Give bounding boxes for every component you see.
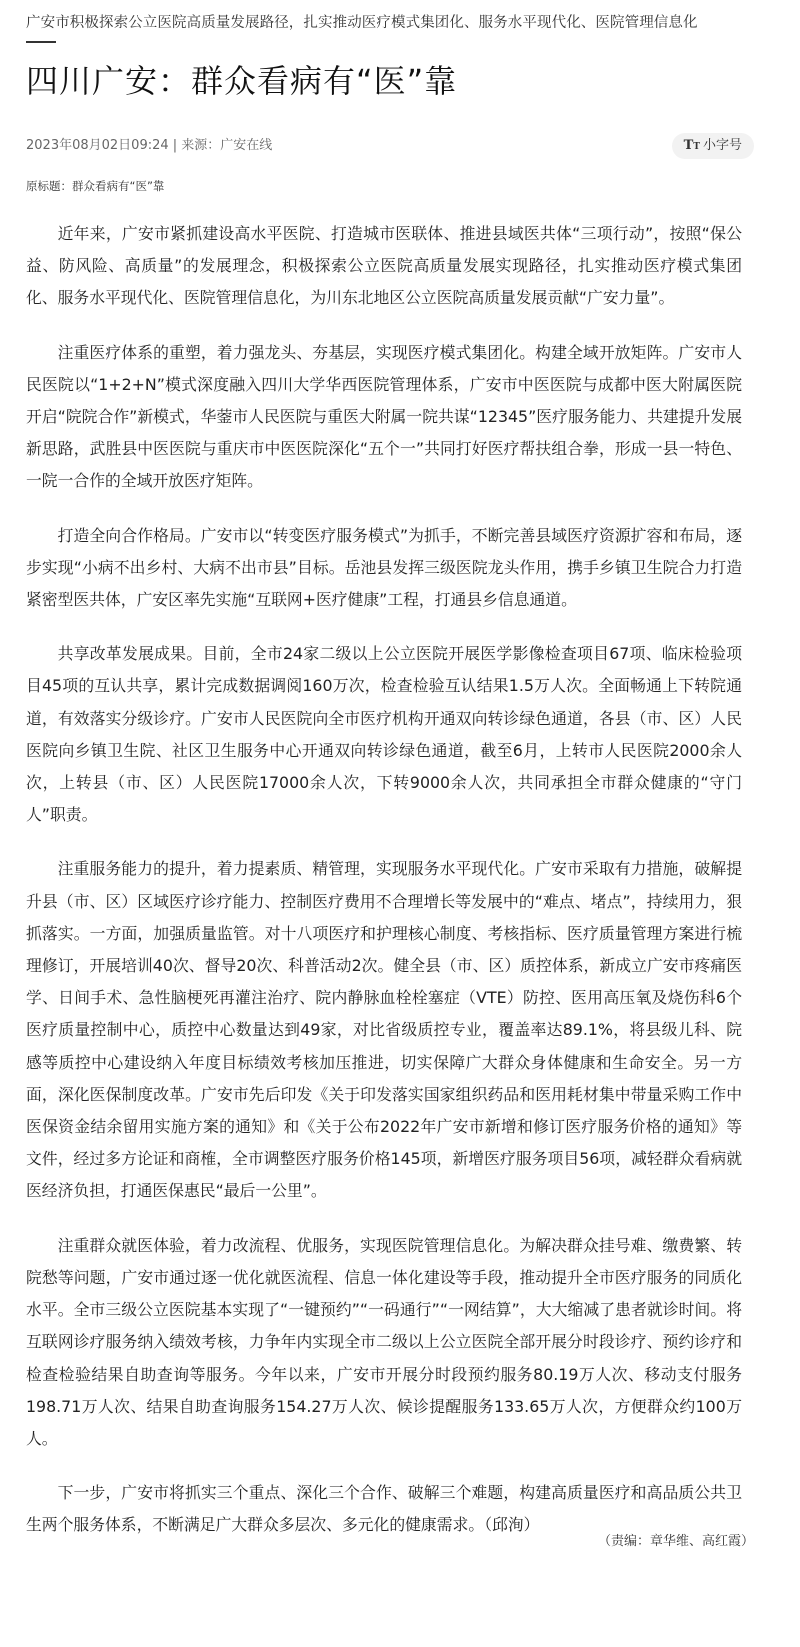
meta-separator: | [168,138,182,153]
topic-line: 广安市积极探索公立医院高质量发展路径，扎实推动医疗模式集团化、服务水平现代化、医院管理信息化 [26,15,698,31]
publish-info [26,138,272,153]
source-link[interactable]: 来源：广安在线 [181,138,273,153]
article-paragraph: 注重医疗体系的重塑，着力强龙头、夯基层，实现医疗模式集团化。构建全域开放矩阵。广安市人民医院以“1+2+N”模式深度融入四川大学华西医院管理体系，广安市中医医院与成都中医大附属医院开启“院院合作”新模式，华蓥市人民医院与重医大附属一院共谋“12345”医疗服务能力、共建提升发展新思路，武胜县中医医院与重庆市中医医院深化“五个一”共同打好医疗帮扶组合拳，形成一县一特色、一院一合作的全域开放医疗矩阵。 [26,342,742,491]
article-paragraph: 下一步，广安市将抓实三个重点、深化三个合作、破解三个难题，构建高质量医疗和高品质公共卫生两个服务体系，不断满足广大群众多层次、多元化的健康需求。（邱洵） [26,1483,742,1535]
article-body [26,218,742,1542]
text-size-icon: TT [683,138,700,153]
article-paragraph: 近年来，广安市紧抓建设高水平医院、打造城市医联体、推进县域医共体“三项行动”，按照“保公益、防风险、高质量”的发展理念，积极探索公立医院高质量发展实现路径，扎实推动医疗模式集团化、服务水平现代化、医院管理信息化，为川东北地区公立医院高质量发展贡献“广安力量”。 [26,224,742,308]
font-size-toggle-button[interactable] [672,133,754,159]
article-paragraph: 打造全向合作格局。广安市以“转变医疗服务模式”为抓手，不断完善县域医疗资源扩容和布局，逐步实现“小病不出乡村、大病不出市县”目标。岳池县发挥三级医院龙头作用，携手乡镇卫生院合力打造紧密型医共体，广安区率先实施“互联网+医疗健康”工程，打通县乡信息通道。 [26,525,742,610]
meta-row [26,133,786,159]
page-title: 四川广安：群众看病有“医”靠 [26,62,458,100]
article-paragraph: 共享改革发展成果。目前，全市24家二级以上公立医院开展医学影像检查项目67项、临床检验项目45项的互认共享，累计完成数据调阅160万次，检查检验互认结果1.5万人次。全面畅通上下转院通道，有效落实分级诊疗。广安市人民医院向全市医疗机构开通双向转诊绿色通道，各县（市、区）人民医院向乡镇卫生院、社区卫生服务中心开通双向转诊绿色通道，截至6月，上转市人民医院2000余人次，上转县（市、区）人民医院17000余人次，下转9000余人次，共同承担全市群众健康的“守门人”职责。 [26,644,742,825]
article-paragraph: 注重服务能力的提升，着力提素质、精管理，实现服务水平现代化。广安市采取有力措施，破解提升县（市、区）区域医疗诊疗能力、控制医疗费用不合理增长等发展中的“难点、堵点”，持续用力，狠抓落实。一方面，加强质量监管。对十八项医疗和护理核心制度、考核指标、医疗质量管理方案进行梳理修订，开展培训40次、督导20次、科普活动2次。健全县（市、区）质控体系，新成立广安市疼痛医学、日间手术、急性脑梗死再灌注治疗、院内静脉血栓栓塞症（VTE）防控、医用高压氧及烧伤科6个医疗质量控制中心，质控中心数量达到49家，对比省级质控专业，覆盖率达89.1%，将县级儿科、院感等质控中心建设纳入年度目标绩效考核加压推进，切实保障广大群众身体健康和生命安全。另一方面，深化医保制度改革。广安市先后印发《关于印发落实国家组织药品和医用耗材集中带量采购工作中医保资金结余留用实施方案的通知》和《关于公布2022年广安市新增和修订医疗服务价格的通知》等文件，经过多方论证和商榷，全市调整医疗服务价格145项，新增医疗服务项目56项，减轻群众看病就医经济负担，打通医保惠民“最后一公里”。 [26,859,742,1201]
font-toggle-label: 小字号 [702,138,742,153]
original-title: 原标题：群众看病有“医”靠 [26,179,165,193]
publish-datetime: 2023年08月02日09:24 [26,138,169,153]
topic-divider [26,41,56,43]
article-page [26,12,786,1542]
article-paragraph: 注重群众就医体验，着力改流程、优服务，实现医院管理信息化。为解决群众挂号难、缴费繁、转院愁等问题，广安市通过逐一优化就医流程、信息一体化建设等手段，推动提升全市医疗服务的同质化水平。全市三级公立医院基本实现了“一键预约”“一码通行”“一网结算”，大大缩减了患者就诊时间。将互联网诊疗服务纳入绩效考核，力争年内实现全市二级以上公立医院全部开展分时段诊疗、预约诊疗和检查检验结果自助查询等服务。今年以来，广安市开展分时段预约服务80.19万人次、移动支付服务198.71万人次、结果自助查询服务154.27万人次、候诊提醒服务133.65万人次，方便群众约100万人。 [26,1235,742,1448]
editor-credit: （责编：章华维、高红霞） [597,1534,754,1549]
